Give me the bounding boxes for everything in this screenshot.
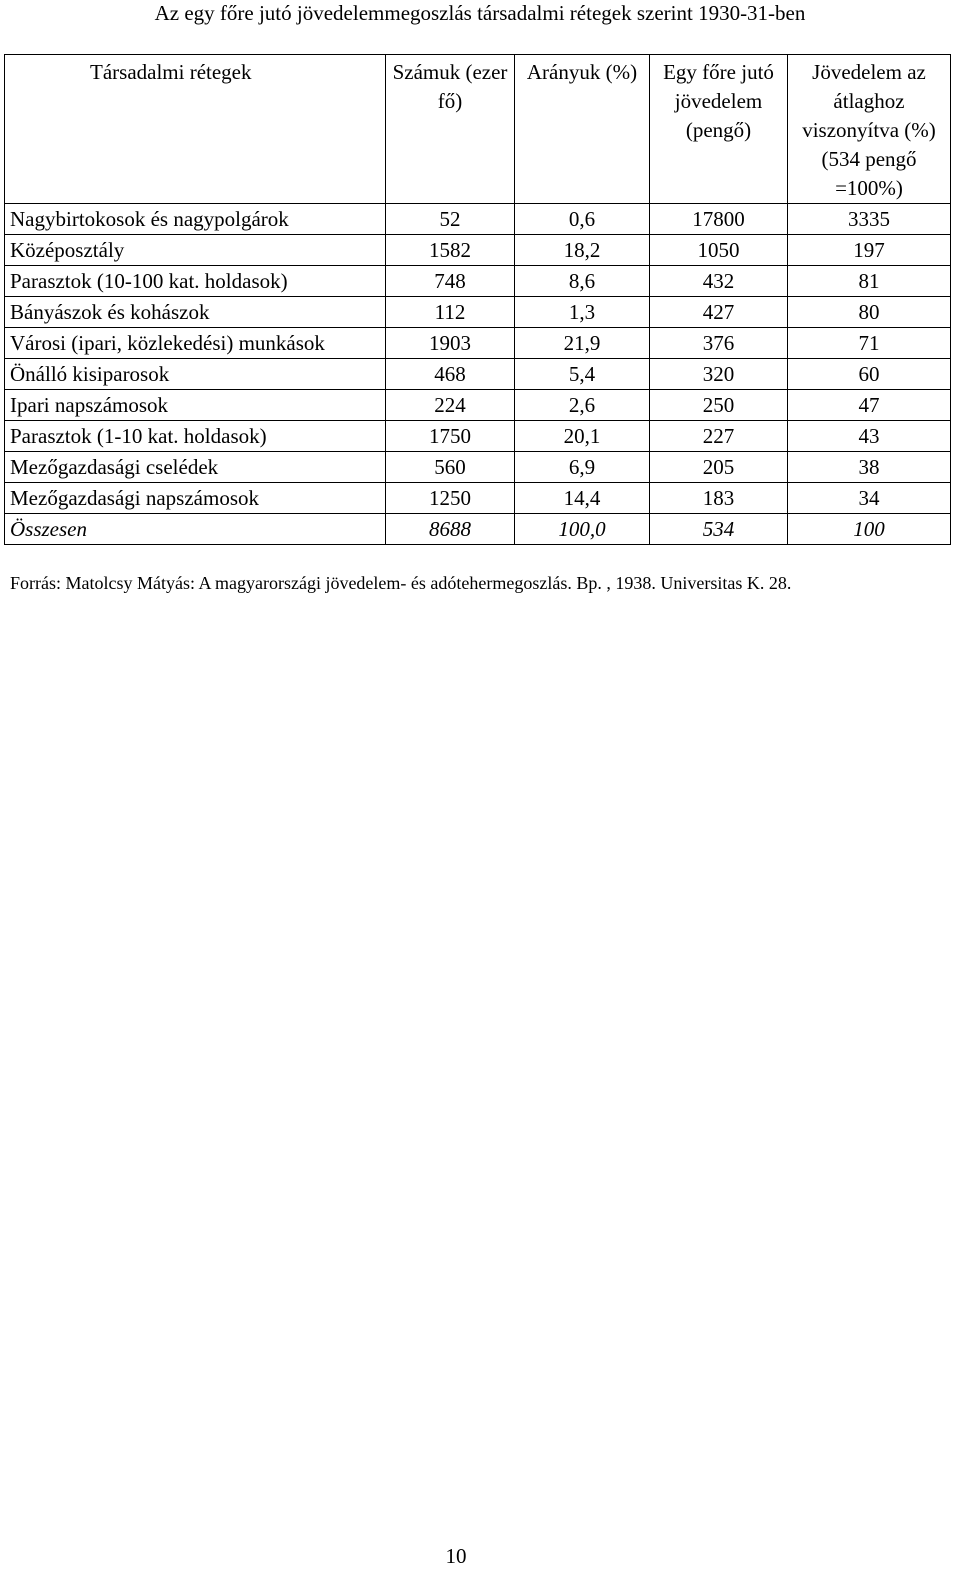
table-row: [5, 390, 951, 421]
column-header-share: Arányuk (%): [515, 55, 650, 204]
table-row: [5, 452, 951, 483]
relative-income-cell: 100: [788, 514, 951, 545]
share-cell: 8,6: [515, 266, 650, 297]
income-cell: 432: [650, 266, 788, 297]
row-label: Parasztok (10-100 kat. holdasok): [5, 266, 386, 297]
relative-income-cell: 71: [788, 328, 951, 359]
column-header-income-per-capita: Egy főre jutó jövedelem (pengő): [650, 55, 788, 204]
relative-income-cell: 47: [788, 390, 951, 421]
row-label: Bányászok és kohászok: [5, 297, 386, 328]
table-row: [5, 421, 951, 452]
share-cell: 21,9: [515, 328, 650, 359]
row-label: Városi (ipari, közlekedési) munkások: [5, 328, 386, 359]
count-cell: 560: [386, 452, 515, 483]
income-cell: 534: [650, 514, 788, 545]
relative-income-cell: 34: [788, 483, 951, 514]
table-body: [5, 204, 951, 545]
share-cell: 6,9: [515, 452, 650, 483]
income-cell: 427: [650, 297, 788, 328]
column-header-social-strata: Társadalmi rétegek: [5, 55, 386, 204]
income-cell: 320: [650, 359, 788, 390]
income-distribution-table: [4, 54, 951, 545]
table-row: [5, 483, 951, 514]
row-label: Önálló kisiparosok: [5, 359, 386, 390]
count-cell: 1903: [386, 328, 515, 359]
table-row: [5, 235, 951, 266]
relative-income-cell: 43: [788, 421, 951, 452]
count-cell: 112: [386, 297, 515, 328]
row-label: Összesen: [5, 514, 386, 545]
column-header-count: Számuk (ezer fő): [386, 55, 515, 204]
share-cell: 100,0: [515, 514, 650, 545]
count-cell: 8688: [386, 514, 515, 545]
relative-income-cell: 3335: [788, 204, 951, 235]
share-cell: 14,4: [515, 483, 650, 514]
share-cell: 1,3: [515, 297, 650, 328]
relative-income-cell: 38: [788, 452, 951, 483]
table-header-row: [5, 55, 951, 204]
relative-income-cell: 81: [788, 266, 951, 297]
count-cell: 52: [386, 204, 515, 235]
row-label: Mezőgazdasági napszámosok: [5, 483, 386, 514]
income-cell: 250: [650, 390, 788, 421]
count-cell: 1250: [386, 483, 515, 514]
count-cell: 224: [386, 390, 515, 421]
row-label: Ipari napszámosok: [5, 390, 386, 421]
table-row: [5, 328, 951, 359]
table-row: [5, 204, 951, 235]
count-cell: 1582: [386, 235, 515, 266]
page-title: Az egy főre jutó jövedelemmegoszlás társadalmi rétegek szerint 1930-31-ben: [154, 1, 806, 25]
income-cell: 183: [650, 483, 788, 514]
table-row: [5, 297, 951, 328]
row-label: Parasztok (1-10 kat. holdasok): [5, 421, 386, 452]
page-number: 10: [445, 1544, 467, 1568]
column-header-income-relative: Jövedelem az átlaghoz viszonyítva (%) (534 pengő =100%): [788, 55, 951, 204]
relative-income-cell: 60: [788, 359, 951, 390]
source-note: Forrás: Matolcsy Mátyás: A magyarországi jövedelem- és adótehermegoszlás. Bp. , 1938. Universitas K. 28.: [10, 573, 792, 593]
income-cell: 205: [650, 452, 788, 483]
relative-income-cell: 197: [788, 235, 951, 266]
income-cell: 17800: [650, 204, 788, 235]
row-label: Mezőgazdasági cselédek: [5, 452, 386, 483]
row-label: Középosztály: [5, 235, 386, 266]
count-cell: 1750: [386, 421, 515, 452]
share-cell: 0,6: [515, 204, 650, 235]
income-cell: 1050: [650, 235, 788, 266]
share-cell: 18,2: [515, 235, 650, 266]
table-total-row: [5, 514, 951, 545]
income-cell: 227: [650, 421, 788, 452]
row-label: Nagybirtokosok és nagypolgárok: [5, 204, 386, 235]
share-cell: 5,4: [515, 359, 650, 390]
income-cell: 376: [650, 328, 788, 359]
table-row: [5, 359, 951, 390]
table-row: [5, 266, 951, 297]
relative-income-cell: 80: [788, 297, 951, 328]
count-cell: 748: [386, 266, 515, 297]
share-cell: 20,1: [515, 421, 650, 452]
count-cell: 468: [386, 359, 515, 390]
share-cell: 2,6: [515, 390, 650, 421]
